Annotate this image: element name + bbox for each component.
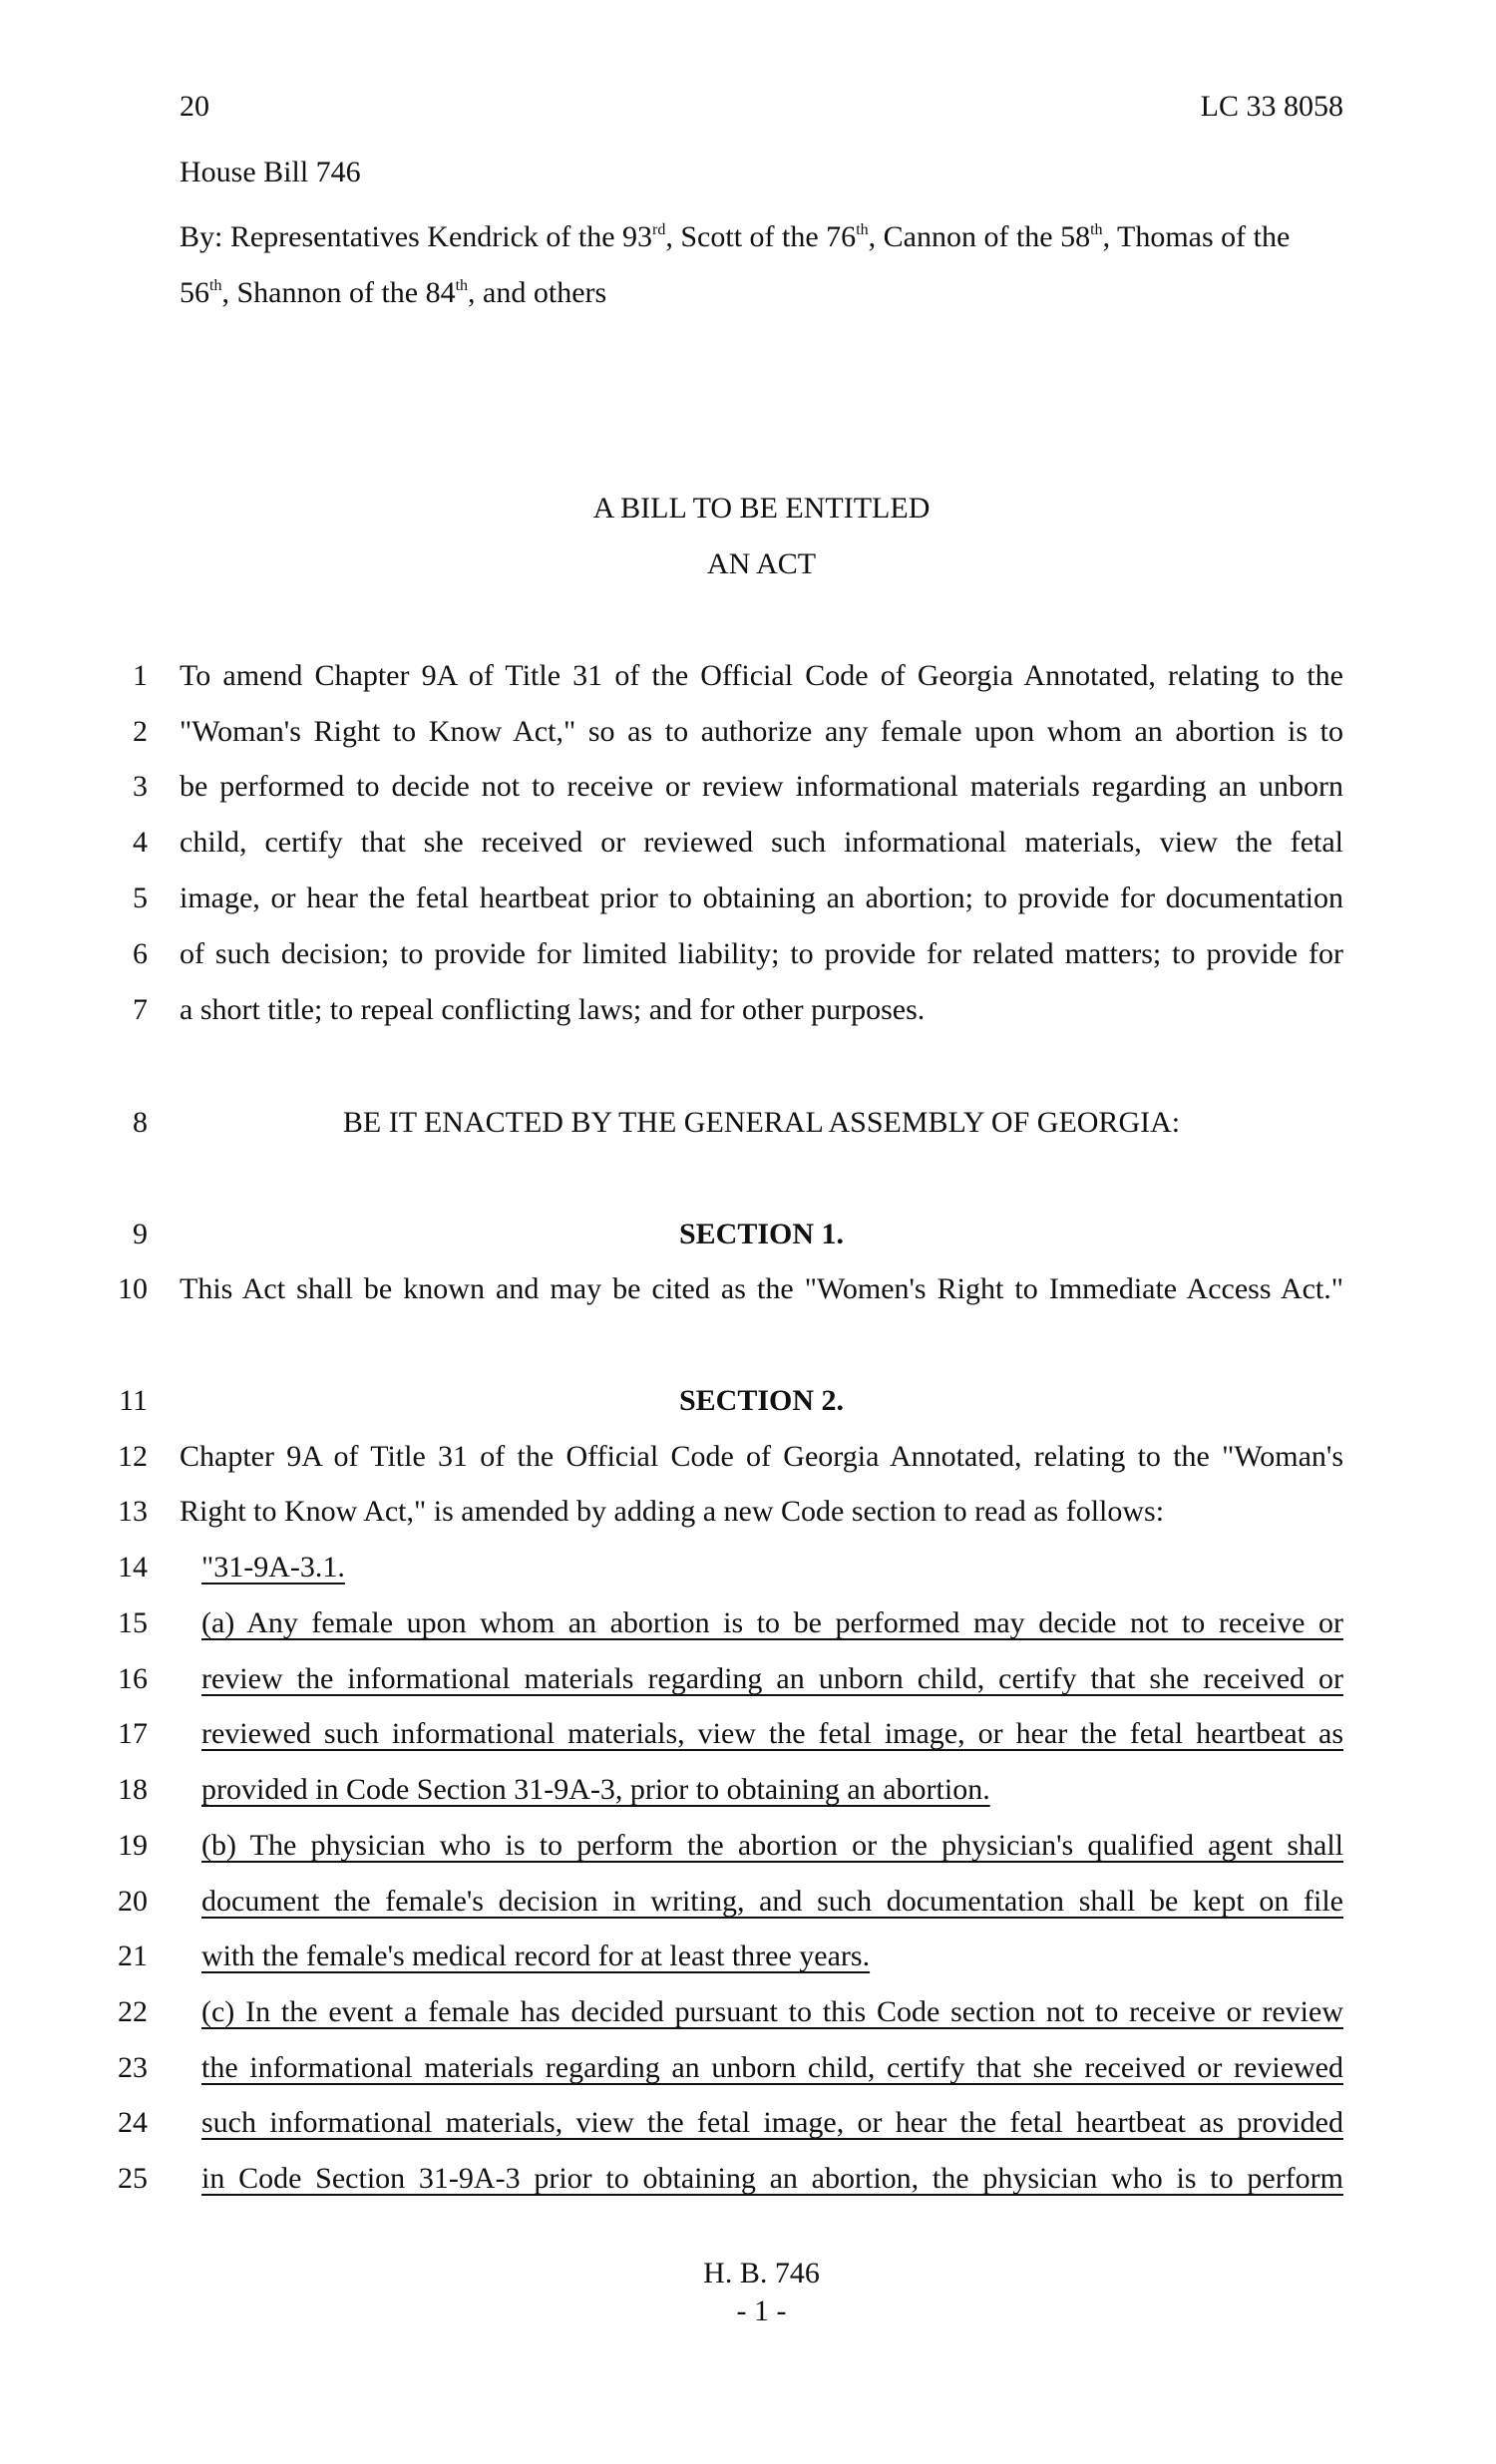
sponsor-text: , and others [468,276,607,309]
line-number: 12 [118,1440,148,1473]
line-number: 4 [133,826,148,859]
section-heading: SECTION 1. [678,1218,845,1250]
line-number: 18 [118,1773,148,1806]
heading-an-act: AN ACT [706,547,817,580]
inserted-text-line: such informational materials, view the fetal image, or hear the fetal heartbeat as provided [201,2106,1343,2139]
inserted-text-line: with the female's medical record for at least three years. [201,1939,871,1972]
line-number: 16 [118,1662,148,1695]
body-text-line: image, or hear the fetal heartbeat prior to obtaining an abortion; to provide for documentation [180,881,1343,914]
line-number: 7 [133,993,148,1026]
line-number: 9 [133,1218,148,1250]
body-text-line: be performed to decide not to receive or review informational materials regarding an unborn [180,770,1343,803]
inserted-text-line: review the informational materials regarding an unborn child, certify that she received or [201,1662,1343,1695]
body-text-line: BE IT ENACTED BY THE GENERAL ASSEMBLY OF GEORGIA: [342,1106,1181,1139]
ordinal-suffix: th [455,277,469,294]
line-number: 17 [118,1717,148,1750]
ordinal-suffix: th [856,221,869,238]
sponsor-text: , Shannon of the 84 [221,276,456,309]
header-year: 20 [180,90,209,123]
line-number: 23 [118,2051,148,2084]
inserted-text-line: (b) The physician who is to perform the abortion or the physician's qualified agent shall [201,1829,1343,1862]
body-text-line: child, certify that she received or reviewed such informational materials, view the fetal [180,826,1343,859]
bill-sponsors [180,209,1343,321]
inserted-text-line: (c) In the event a female has decided pursuant to this Code section not to receive or review [201,1995,1343,2028]
header-lc-number: LC 33 8058 [1200,90,1343,123]
line-number: 15 [118,1606,148,1639]
body-text-line: Chapter 9A of Title 31 of the Official Code of Georgia Annotated, relating to the "Woman's [180,1440,1343,1473]
body-text-line: This Act shall be known and may be cited as the "Women's Right to Immediate Access Act." [180,1272,1343,1305]
line-number: 21 [118,1939,148,1972]
ordinal-suffix: th [209,277,222,294]
sponsor-text: By: Representatives Kendrick of the 93 [180,220,653,253]
line-number: 2 [133,715,148,748]
sponsor-text: , Scott of the 76 [665,220,857,253]
line-number: 8 [133,1106,148,1139]
body-text-line: To amend Chapter 9A of Title 31 of the Official Code of Georgia Annotated, relating to the [180,659,1343,692]
section-heading: SECTION 2. [678,1384,845,1417]
inserted-text-line: provided in Code Section 31-9A-3, prior to obtaining an abortion. [201,1773,990,1806]
line-number: 19 [118,1829,148,1862]
line-number: 20 [118,1885,148,1918]
inserted-text-line: (a) Any female upon whom an abortion is to be performed may decide not to receive or [201,1606,1343,1639]
line-number: 25 [118,2162,148,2195]
line-number: 1 [133,659,148,692]
body-text-line: of such decision; to provide for limited liability; to provide for related matters; to provide for [180,937,1343,970]
line-number: 6 [133,937,148,970]
inserted-text-line: in Code Section 31-9A-3 prior to obtaining an abortion, the physician who is to perform [201,2162,1343,2195]
line-number: 5 [133,881,148,914]
bill-title: House Bill 746 [180,156,361,188]
footer-page-number: - 1 - [736,2294,787,2327]
ordinal-suffix: th [1090,221,1103,238]
line-number: 24 [118,2106,148,2139]
line-number: 14 [118,1551,148,1584]
inserted-text-line: reviewed such informational materials, view the fetal image, or hear the fetal heartbeat as [201,1717,1343,1750]
line-number: 22 [118,1995,148,2028]
ordinal-suffix: rd [652,221,666,238]
line-number: 13 [118,1495,148,1528]
line-number: 10 [118,1272,148,1305]
inserted-text-line: the informational materials regarding an unborn child, certify that she received or reviewed [201,2051,1343,2084]
line-number: 3 [133,770,148,803]
body-text-line: a short title; to repeal conflicting laws; and for other purposes. [180,993,926,1026]
footer-bill-ref: H. B. 746 [703,2257,820,2289]
line-number: 11 [119,1384,148,1417]
sponsor-text: , Thomas of the 56 [180,220,1291,309]
body-text-line: Right to Know Act," is amended by adding a new Code section to read as follows: [180,1495,1165,1528]
inserted-text-line: "31-9A-3.1. [201,1551,345,1584]
body-text-line: "Woman's Right to Know Act," so as to authorize any female upon whom an abortion is to [180,715,1343,748]
sponsor-text: , Cannon of the 58 [868,220,1091,253]
inserted-text-line: document the female's decision in writing, and such documentation shall be kept on file [201,1885,1343,1918]
heading-bill-entitled: A BILL TO BE ENTITLED [592,492,931,525]
